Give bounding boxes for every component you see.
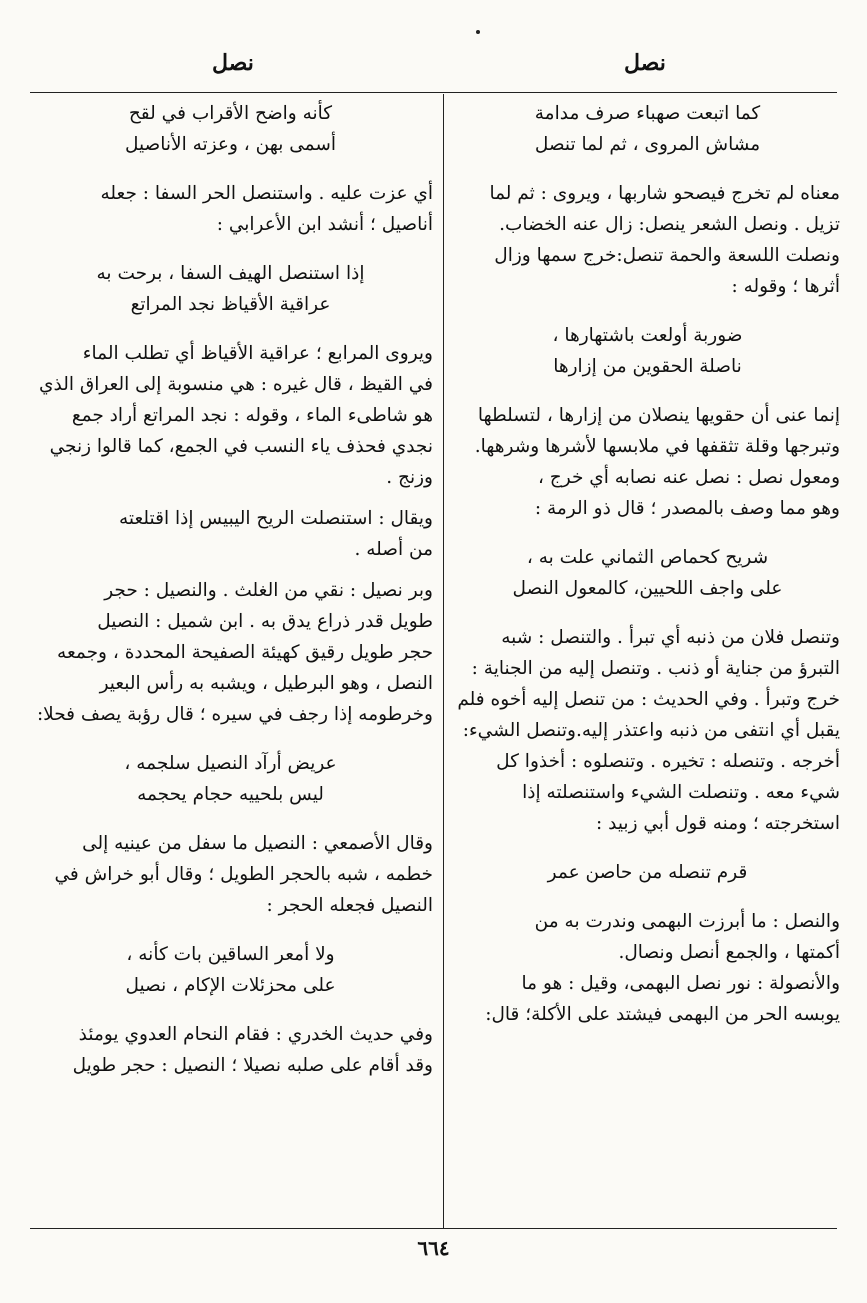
prose-line: حجر طويل رقيق كهيئة الصفيحة المحددة ، وجمعه xyxy=(57,642,433,663)
prose-line: أثرها ؛ وقوله : xyxy=(731,276,840,297)
prose-line: أي عزت عليه . واستنصل الحر السفا : جعله xyxy=(100,183,433,204)
prose-line: وفي حديث الخدري : فقام النحام العدوي يومئذ xyxy=(78,1024,433,1045)
prose-line: إنما عنى أن حقويها ينصلان من إزارها ، لتسلطها xyxy=(477,405,840,426)
verse-block xyxy=(455,542,840,604)
prose-line: خرج وتبرأ . وفي الحديث : من تنصل إليه أخوه فلم xyxy=(457,689,840,710)
prose-line: وتنصل فلان من ذنبه أي تبرأ . والتنصل : شبه xyxy=(501,627,840,648)
verse-block xyxy=(455,320,840,382)
prose-line: وتبرجها وقلة تثقفها في ملابسها لأشرها وشرهها. xyxy=(474,436,840,457)
right-column xyxy=(455,98,840,1223)
verse-line: قرم تنصله من حاصن عمر xyxy=(547,862,748,883)
prose-line: وزنج . xyxy=(386,467,433,488)
verse-line: كما اتبعت صهباء صرف مدامة xyxy=(534,103,761,124)
prose-block xyxy=(455,178,840,302)
verse-line: على واجف اللحيين، كالمعول النصل xyxy=(512,578,783,599)
block-gap xyxy=(28,730,433,748)
prose-line: نجدي فحذف ياء النسب في الجمع، كما قالوا زنجي xyxy=(49,436,433,457)
prose-line: ومعول نصل : نصل عنه نصابه أي خرج ، xyxy=(537,467,840,488)
verse-line: إذا استنصل الهيف السفا ، برحت به xyxy=(96,263,365,284)
prose-line: من أصله . xyxy=(354,539,433,560)
column-divider xyxy=(443,94,444,1228)
prose-line: ويروى المرابع ؛ عراقية الأقياظ أي تطلب الماء xyxy=(82,343,433,364)
footer-rule xyxy=(30,1228,837,1229)
block-gap xyxy=(28,921,433,939)
verse-line: شريح كحماص الثماني علت به ، xyxy=(526,547,769,568)
prose-line: وهو مما وصف بالمصدر ؛ قال ذو الرمة : xyxy=(534,498,840,519)
verse-block xyxy=(455,857,840,888)
block-gap xyxy=(28,160,433,178)
prose-line: والنصل : ما أبرزت البهمى وندرت به من xyxy=(534,911,840,932)
verse-line: ليس بلحييه حجام يحجمه xyxy=(137,784,324,805)
prose-block xyxy=(28,1019,433,1081)
verse-line: مشاش المروى ، ثم لما تنصل xyxy=(534,134,761,155)
prose-line: ونصلت اللسعة والحمة تنصل:خرج سمها وزال xyxy=(494,245,840,266)
prose-block xyxy=(28,503,433,565)
prose-line: تزيل . ونصل الشعر ينصل: زال عنه الخضاب. xyxy=(499,214,840,235)
prose-line: طويل قدر ذراع يدق به . ابن شميل : النصيل xyxy=(97,611,433,632)
verse-block xyxy=(28,98,433,160)
verse-line: أسمى بهن ، وعزته الأناصيل xyxy=(124,134,337,155)
verse-block xyxy=(28,748,433,810)
verse-block xyxy=(455,98,840,160)
verse-block xyxy=(28,939,433,1001)
headword-right: نصل xyxy=(624,50,666,76)
verse-line: عريض أرآد النصيل سلجمه ، xyxy=(124,753,337,774)
left-column xyxy=(28,98,433,1223)
verse-line: على محزئلات الإكام ، نصيل xyxy=(125,975,336,996)
verse-line: كأنه واضح الأقراب في لقح xyxy=(128,103,333,124)
prose-line: في القيظ ، قال غيره : هي منسوبة إلى العراق الذي xyxy=(39,374,433,395)
prose-line: ويقال : استنصلت الريح اليبيس إذا اقتلعته xyxy=(119,508,433,529)
prose-line: معناه لم تخرج فيصحو شاربها ، ويروى : ثم لما xyxy=(489,183,840,204)
prose-line: يقبل أي انتفى من ذنبه واعتذر إليه.وتنصل الشيء: xyxy=(462,720,840,741)
verse-line: عراقية الأقياظ نجد المراتع xyxy=(130,294,331,315)
block-gap xyxy=(28,810,433,828)
prose-line: أخرجه . وتنصله : تخيره . وتنصلوه : أخذوا كل xyxy=(496,751,840,772)
prose-line: وخرطومه إذا رجف في سيره ؛ قال رؤبة يصف فحلا: xyxy=(36,704,433,725)
verse-line: ضوربة أولعت باشتهارها ، xyxy=(552,325,743,346)
block-gap xyxy=(28,493,433,503)
block-gap xyxy=(455,160,840,178)
prose-line: وبر نصيل : نقي من الغلث . والنصيل : حجر xyxy=(104,580,433,601)
prose-block xyxy=(28,178,433,240)
prose-block xyxy=(455,400,840,524)
ink-dot xyxy=(476,30,480,34)
prose-line: أناصيل ؛ أنشد ابن الأعرابي : xyxy=(216,214,433,235)
prose-line: هو شاطىء الماء ، وقوله : نجد المراتع أراد جمع xyxy=(71,405,433,426)
prose-line: وقال الأصمعي : النصيل ما سفل من عينيه إلى xyxy=(82,833,433,854)
block-gap xyxy=(455,524,840,542)
prose-block xyxy=(455,906,840,1030)
header-rule xyxy=(30,92,837,93)
prose-block xyxy=(28,575,433,730)
prose-line: أكمتها ، والجمع أنصل ونصال. xyxy=(618,942,840,963)
block-gap xyxy=(455,302,840,320)
headword-left: نصل xyxy=(212,50,254,76)
block-gap xyxy=(28,240,433,258)
page-number: ٦٦٤ xyxy=(417,1236,450,1260)
prose-line: خطمه ، شبه بالحجر الطويل ؛ وقال أبو خراش في xyxy=(54,864,433,885)
prose-line: والأنصولة : نور نصل البهمى، وقيل : هو ما xyxy=(521,973,840,994)
verse-block xyxy=(28,258,433,320)
verse-line: ناصلة الحقوين من إزارها xyxy=(553,356,742,377)
prose-line: شيء معه . وتنصلت الشيء واستنصلته إذا xyxy=(522,782,840,803)
block-gap xyxy=(28,320,433,338)
prose-line: التبرؤ من جناية أو ذنب . وتنصل إليه من الجناية : xyxy=(471,658,840,679)
verse-line: ولا أمعر الساقين بات كأنه ، xyxy=(126,944,335,965)
prose-line: النصل ، وهو البرطيل ، ويشبه به رأس البعير xyxy=(99,673,433,694)
prose-block xyxy=(28,338,433,493)
prose-block xyxy=(455,622,840,839)
block-gap xyxy=(455,382,840,400)
prose-line: النصيل فجعله الحجر : xyxy=(266,895,433,916)
prose-block xyxy=(28,828,433,921)
prose-line: يوبسه الحر من البهمى فيشتد على الأكلة؛ قال: xyxy=(485,1004,840,1025)
block-gap xyxy=(455,888,840,906)
block-gap xyxy=(28,1001,433,1019)
block-gap xyxy=(455,604,840,622)
block-gap xyxy=(28,565,433,575)
prose-line: استخرجته ؛ ومنه قول أبي زبيد : xyxy=(596,813,840,834)
block-gap xyxy=(455,839,840,857)
prose-line: وقد أقام على صلبه نصيلا ؛ النصيل : حجر طويل xyxy=(72,1055,433,1076)
